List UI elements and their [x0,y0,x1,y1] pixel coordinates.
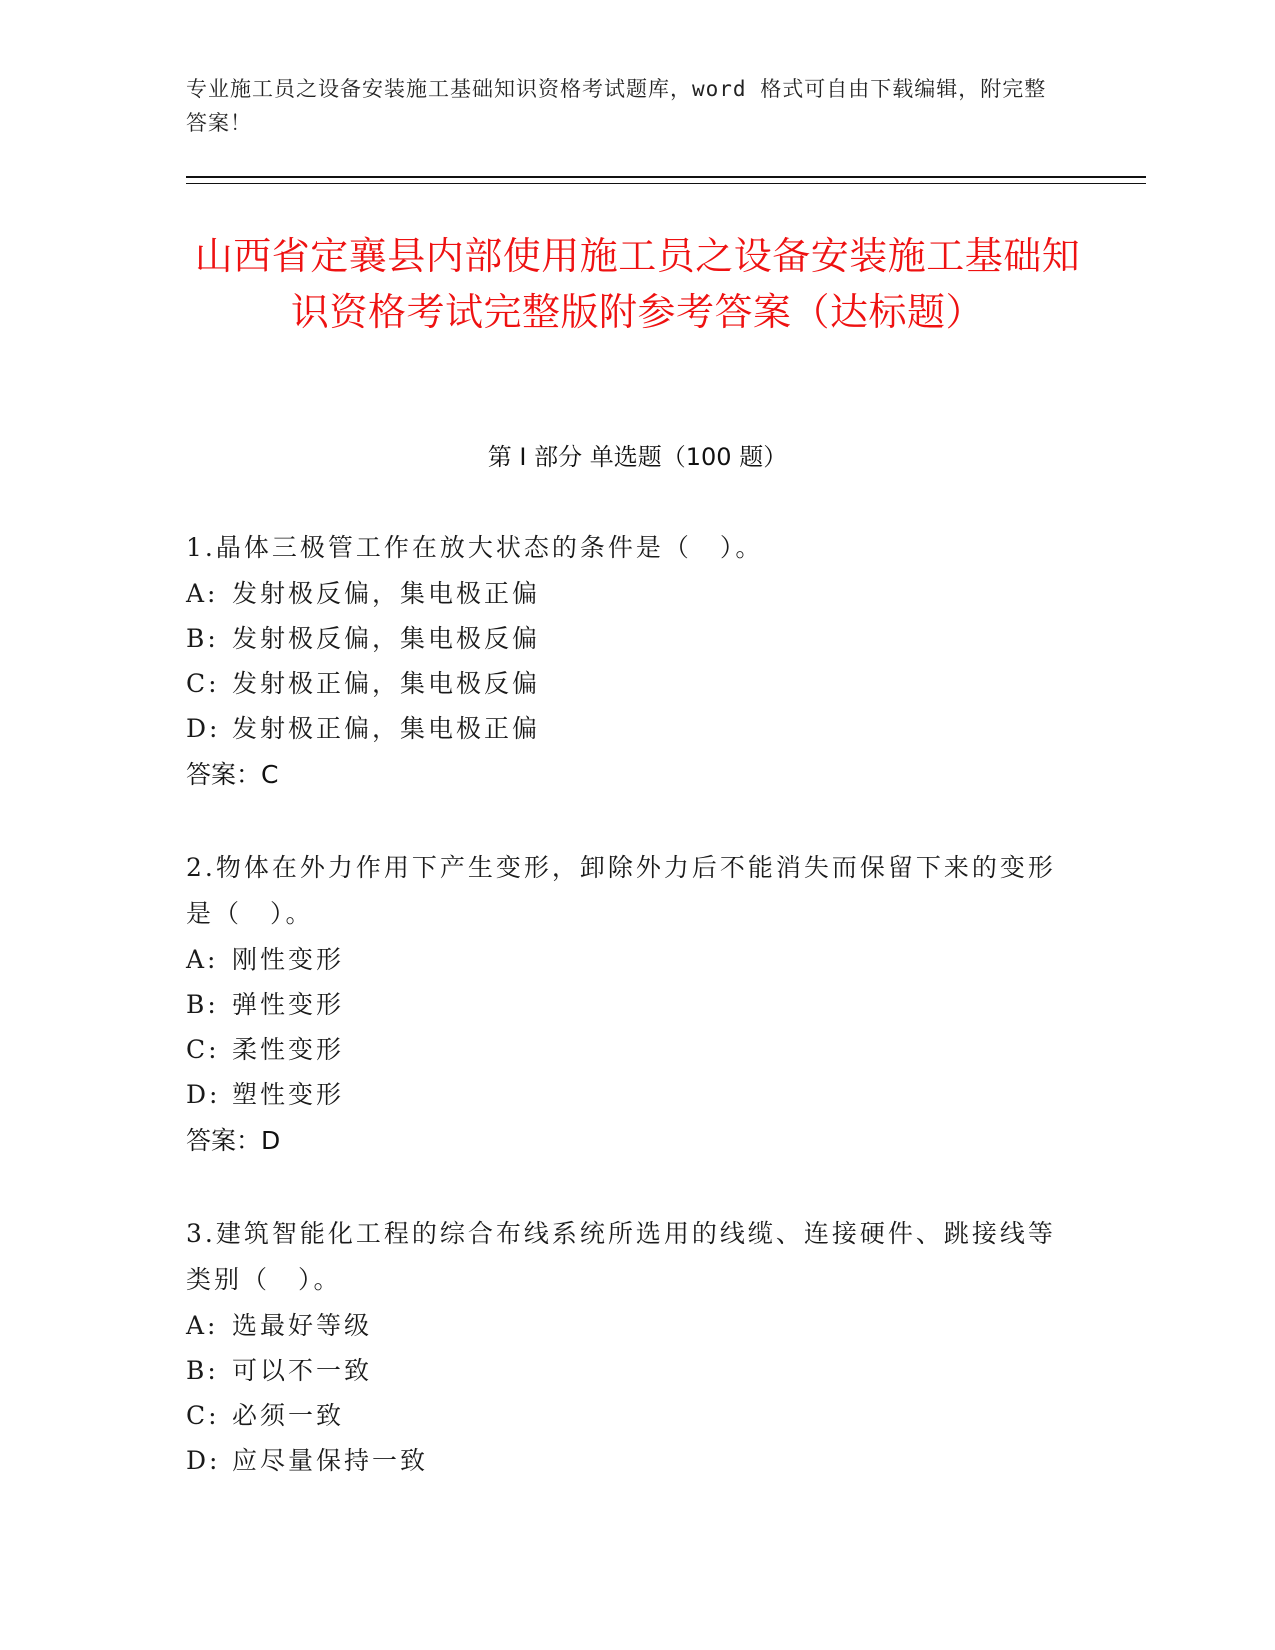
question-stem: 2.物体在外力作用下产生变形，卸除外力后不能消失而保留下来的变形是（ ）。 [186,853,1056,928]
option-text: 弹性变形 [232,990,345,1019]
option-letter: B: [186,1356,219,1385]
question-list [186,525,1066,1529]
option-letter: B: [186,990,219,1019]
option-letter: C: [186,1401,220,1430]
option-text: 柔性变形 [232,1035,345,1064]
header-rule-thick [186,176,1146,178]
option-text: 可以不一致 [232,1356,373,1385]
option-text: 发射极正偏，集电极反偏 [232,669,541,698]
option-text: 应尽量保持一致 [232,1446,429,1475]
option-letter: A: [186,579,219,608]
question-1 [186,525,1066,799]
question-stem: 3.建筑智能化工程的综合布线系统所选用的线缆、连接硬件、跳接线等类别（ ）。 [186,1219,1056,1294]
option-b [186,616,1066,661]
header-note: 专业施工员之设备安装施工基础知识资格考试题库，word 格式可自由下载编辑，附完整答案！ [186,77,1047,135]
option-d [186,1438,1066,1483]
answer-line: 答案：C [186,760,279,789]
option-text: 发射极反偏，集电极正偏 [232,579,541,608]
document-title: 山西省定襄县内部使用施工员之设备安装施工基础知识资格考试完整版附参考答案（达标题） [194,234,1081,334]
question-stem: 1.晶体三极管工作在放大状态的条件是（ ）。 [186,533,764,562]
option-text: 塑性变形 [232,1080,345,1109]
option-d [186,1072,1066,1117]
option-letter: B: [186,624,219,653]
option-text: 刚性变形 [232,945,345,974]
section-title: 第 I 部分 单选题（100 题） [487,443,788,471]
option-b [186,1348,1066,1393]
option-letter: D: [186,1080,221,1109]
option-letter: C: [186,669,220,698]
answer-line: 答案：D [186,1126,281,1155]
option-a [186,937,1066,982]
option-letter: D: [186,714,221,743]
option-text: 必须一致 [232,1401,345,1430]
option-text: 发射极反偏，集电极反偏 [232,624,541,653]
option-text: 选最好等级 [232,1311,373,1340]
question-3 [186,1211,1066,1483]
option-c [186,1027,1066,1072]
option-letter: C: [186,1035,220,1064]
option-a [186,571,1066,616]
question-2 [186,845,1066,1165]
option-c [186,1393,1066,1438]
header-rule-thin [186,183,1146,184]
option-letter: D: [186,1446,221,1475]
option-c [186,661,1066,706]
option-text: 发射极正偏，集电极正偏 [232,714,541,743]
option-a [186,1303,1066,1348]
option-d [186,706,1066,751]
option-letter: A: [186,1311,219,1340]
option-b [186,982,1066,1027]
option-letter: A: [186,945,219,974]
